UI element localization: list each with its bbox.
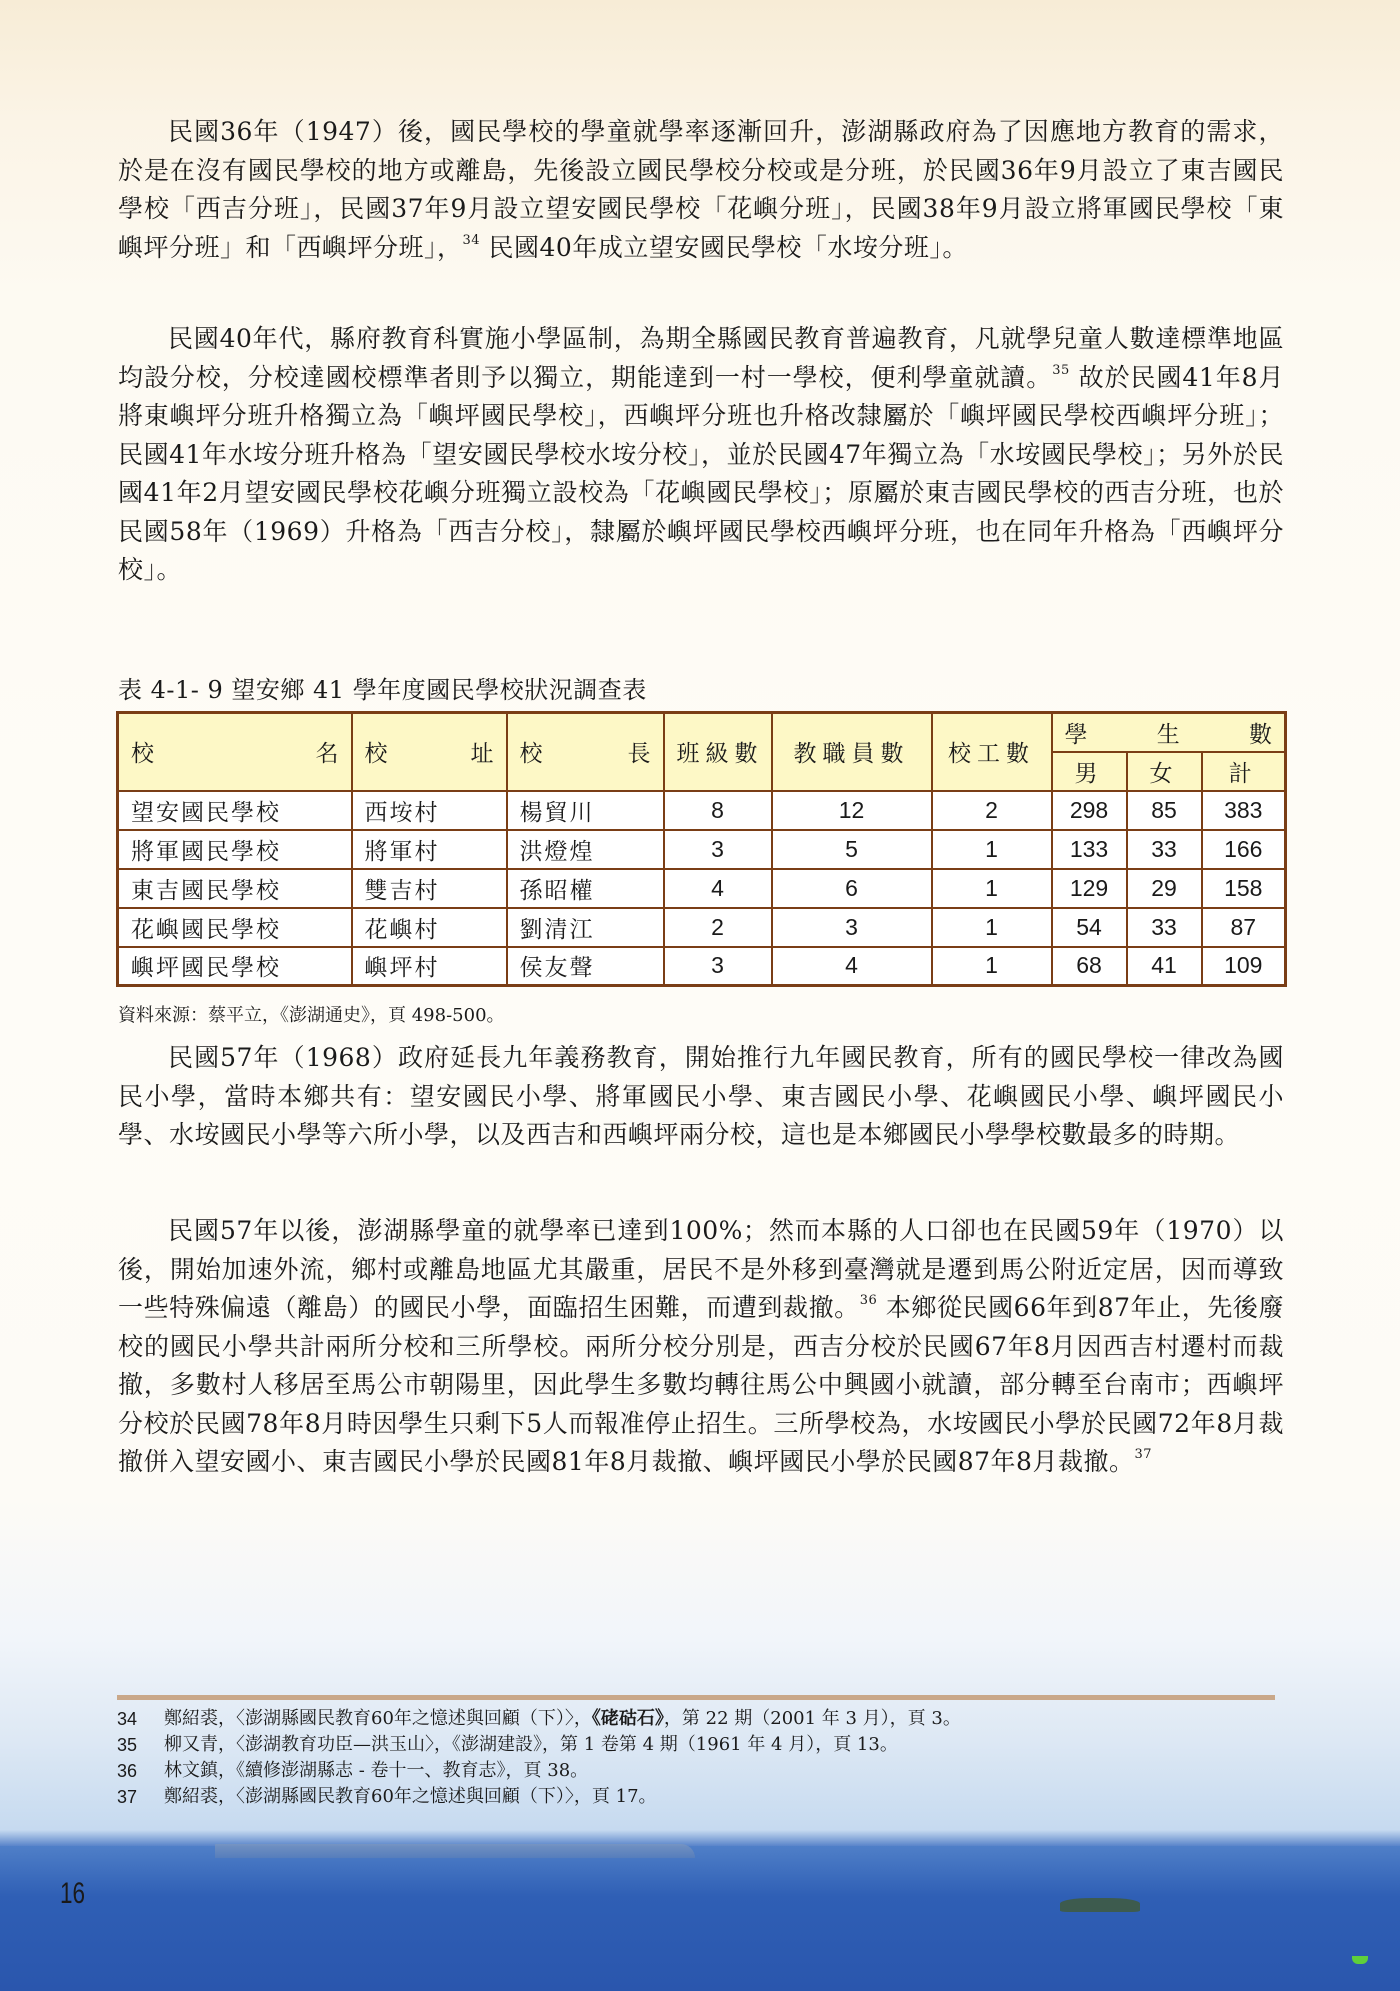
cell-male: 54 <box>1052 908 1127 947</box>
table-row <box>118 830 1286 869</box>
footnote-text-part: 林文鎮，《續修澎湖縣志 - 卷十一、教育志》，頁 38。 <box>164 1760 589 1781</box>
paragraph-text: 民國57年（1968）政府延長九年義務教育，開始推行九年國民教育，所有的國民學校一律改為國民小學，當時本鄉共有：望安國民小學、將軍國民小學、東吉國民小學、花嶼國民小學、嶼坪國民小學、水垵國民小學等六所小學，以及西吉和西嶼坪兩分校，這也是本鄉國民小學學校數最多的時期。 <box>118 1043 1284 1149</box>
footnote-publication-title: 《硓𥑮石》 <box>591 1708 664 1729</box>
paragraph-text: 民國36年（1947）後，國民學校的學童就學率逐漸回升，澎湖縣政府為了因應地方教育的需求，於是在沒有國民學校的地方或離島，先後設立國民學校分校或是分班，於民國36年9月設立了東吉國民學校「西吉分班」，民國37年9月設立望安國民學校「花嶼分班」，民國38年9月設立將軍國民學校「東嶼坪分班」和「西嶼坪分班」， <box>118 117 1284 262</box>
cell-workers: 1 <box>932 830 1052 869</box>
cell-address: 雙吉村 <box>352 869 507 908</box>
table-caption: 表 4-1- 9 望安鄉 41 學年度國民學校狀況調查表 <box>118 676 647 704</box>
cell-principal: 楊貿川 <box>507 791 664 830</box>
footnote-item <box>117 1758 961 1784</box>
cell-female: 33 <box>1127 908 1202 947</box>
header-total: 計 <box>1202 752 1286 791</box>
rocks-in-sea <box>1060 1898 1140 1912</box>
paragraph-text: 民國57年以後，澎湖縣學童的就學率已達到100%；然而本縣的人口卻也在民國59年（1970）以後，開始加速外流，鄉村或離島地區尤其嚴重，居民不是外移到臺灣就是遷到馬公附近定居，因而導致一些特殊偏遠（離島）的國民小學，面臨招生困難，而遭到裁撤。 <box>118 1216 1284 1322</box>
footnote-ref[interactable]: 37 <box>1134 1447 1152 1462</box>
cell-staff: 6 <box>772 869 932 908</box>
cell-principal: 孫昭權 <box>507 869 664 908</box>
footnote-number: 37 <box>117 1787 138 1807</box>
cell-school-name: 嶼坪國民學校 <box>118 947 352 986</box>
table-row <box>118 791 1286 830</box>
cell-school-name: 望安國民學校 <box>118 791 352 830</box>
cell-principal: 侯友聲 <box>507 947 664 986</box>
cell-classes: 3 <box>664 830 772 869</box>
paragraph-3 <box>118 1039 1284 1155</box>
footnote-number: 36 <box>117 1761 138 1781</box>
cell-total: 166 <box>1202 830 1286 869</box>
cell-female: 29 <box>1127 869 1202 908</box>
header-workers: 校工數 <box>932 713 1052 791</box>
cell-classes: 8 <box>664 791 772 830</box>
table-row <box>118 869 1286 908</box>
paragraph-4 <box>118 1212 1284 1482</box>
cell-classes: 4 <box>664 869 772 908</box>
cell-classes: 2 <box>664 908 772 947</box>
cell-staff: 5 <box>772 830 932 869</box>
cell-principal: 洪燈煌 <box>507 830 664 869</box>
table-row <box>118 908 1286 947</box>
footnote-text-part: 鄭紹裘，〈澎湖縣國民教育60年之憶述與回顧（下）〉，頁 17。 <box>164 1786 657 1807</box>
cell-female: 33 <box>1127 830 1202 869</box>
header-students: 學 生 數 <box>1052 713 1286 752</box>
table-row <box>118 947 1286 986</box>
paragraph-2 <box>118 320 1284 590</box>
footnote-ref[interactable]: 34 <box>462 232 481 248</box>
cell-male: 68 <box>1052 947 1127 986</box>
cell-principal: 劉清江 <box>507 908 664 947</box>
footnote-text <box>164 1784 657 1810</box>
footnote-ref[interactable]: 35 <box>1052 362 1070 378</box>
cell-school-name: 東吉國民學校 <box>118 869 352 908</box>
cell-address: 西垵村 <box>352 791 507 830</box>
footnote-number: 34 <box>117 1709 138 1729</box>
header-address: 校 址 <box>352 713 507 791</box>
header-school-name: 校 名 <box>118 713 352 791</box>
header-principal: 校 長 <box>507 713 664 791</box>
cell-total: 109 <box>1202 947 1286 986</box>
paragraph-text: 故於民國41年8月將東嶼坪分班升格獨立為「嶼坪國民學校」，西嶼坪分班也升格改隸屬於「嶼坪國民學校西嶼坪分班」；民國41年水垵分班升格為「望安國民學校水垵分校」，並於民國47年獨立為「水垵國民學校」；另外於民國41年2月望安國民學校花嶼分班獨立設校為「花嶼國民學校」；原屬於東吉國民學校的西吉分班，也於民國58年（1969）升格為「西吉分校」，隸屬於嶼坪國民學校西嶼坪分班，也在同年升格為「西嶼坪分校」。 <box>118 362 1284 584</box>
cell-workers: 1 <box>932 908 1052 947</box>
cell-address: 嶼坪村 <box>352 947 507 986</box>
paragraph-text: 民國40年代，縣府教育科實施小學區制，為期全縣國民教育普遍教育，凡就學兒童人數達標準地區均設分校，分校達國校標準者則予以獨立，期能達到一村一學校，便利學童就讀。 <box>118 324 1284 392</box>
island-silhouette <box>215 1844 695 1858</box>
footnote-text <box>164 1706 961 1732</box>
cell-staff: 4 <box>772 947 932 986</box>
cell-classes: 3 <box>664 947 772 986</box>
footnote-item <box>117 1732 961 1758</box>
boat-icon <box>1352 1956 1368 1964</box>
table-body <box>118 791 1286 986</box>
footnote-text-part: ，第 22 期（2001 年 3 月），頁 3。 <box>663 1708 961 1729</box>
paragraph-1 <box>118 113 1284 267</box>
cell-total: 87 <box>1202 908 1286 947</box>
paragraph-text: 本鄉從民國66年到87年止，先後廢校的國民小學共計兩所分校和三所學校。兩所分校分別是，西吉分校於民國67年8月因西吉村遷村而裁撤，多數村人移居至馬公市朝陽里，因此學生多數均轉往馬公中興國小就讀，部分轉至台南市；西嶼坪分校於民國78年8月時因學生只剩下5人而報准停止招生。三所學校為，水垵國民小學於民國72年8月裁撤併入望安國小、東吉國民小學於民國81年8月裁撤、嶼坪國民小學於民國87年8月裁撤。 <box>118 1293 1284 1476</box>
cell-school-name: 將軍國民學校 <box>118 830 352 869</box>
table-source: 資料來源：蔡平立，《澎湖通史》，頁 498-500。 <box>118 1005 505 1026</box>
footnote-ref[interactable]: 36 <box>859 1293 878 1308</box>
header-staff: 教職員數 <box>772 713 932 791</box>
cell-male: 129 <box>1052 869 1127 908</box>
cell-male: 133 <box>1052 830 1127 869</box>
cell-male: 298 <box>1052 791 1127 830</box>
page-number: 16 <box>60 1877 86 1910</box>
cell-staff: 12 <box>772 791 932 830</box>
header-female: 女 <box>1127 752 1202 791</box>
footnote-text-part: 鄭紹裘，〈澎湖縣國民教育60年之憶述與回顧（下）〉， <box>164 1708 592 1729</box>
cell-female: 85 <box>1127 791 1202 830</box>
cell-workers: 1 <box>932 947 1052 986</box>
footnote-number: 35 <box>117 1735 138 1755</box>
cell-workers: 2 <box>932 791 1052 830</box>
cell-address: 將軍村 <box>352 830 507 869</box>
header-classes: 班級數 <box>664 713 772 791</box>
school-survey-table <box>116 711 1287 987</box>
footnote-item <box>117 1784 961 1810</box>
cell-workers: 1 <box>932 869 1052 908</box>
footnote-text <box>164 1732 898 1758</box>
cell-total: 383 <box>1202 791 1286 830</box>
footnote-divider <box>117 1695 1275 1700</box>
sea-background-image <box>0 1846 1400 1991</box>
cell-total: 158 <box>1202 869 1286 908</box>
header-male: 男 <box>1052 752 1127 791</box>
cell-address: 花嶼村 <box>352 908 507 947</box>
cell-school-name: 花嶼國民學校 <box>118 908 352 947</box>
cell-female: 41 <box>1127 947 1202 986</box>
footnote-text <box>164 1758 588 1784</box>
paragraph-text: 民國40年成立望安國民學校「水垵分班」。 <box>480 232 968 262</box>
footnotes-list <box>117 1706 961 1810</box>
footnote-item <box>117 1706 961 1732</box>
cell-staff: 3 <box>772 908 932 947</box>
footnote-text-part: 柳又青，〈澎湖教育功臣—洪玉山〉，《澎湖建設》，第 1 卷第 4 期（1961 年 4 月），頁 13。 <box>164 1734 898 1755</box>
